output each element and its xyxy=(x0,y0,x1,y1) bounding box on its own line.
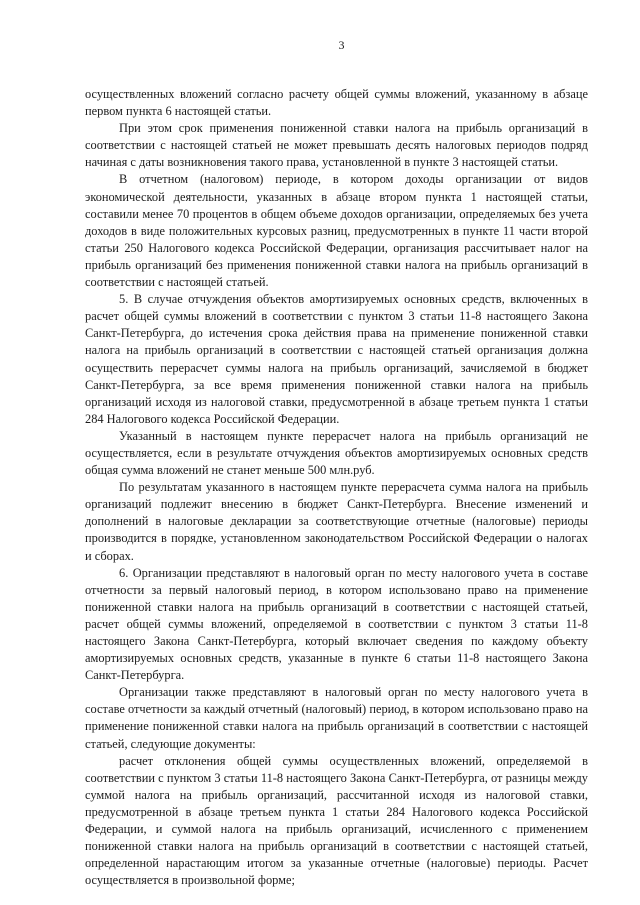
paragraph: Указанный в настоящем пункте перерасчет налога на прибыль организаций не осуществляется, если в результате отчуждения объектов амортизируемых основных средств общая сумма вложений не станет меньше 500 млн.руб. xyxy=(85,428,588,478)
document-body xyxy=(85,86,588,889)
paragraph: 5. В случае отчуждения объектов амортизируемых основных средств, включенных в расчет общей суммы вложений в соответствии с пунктом 3 статьи 11-8 настоящего Закона Санкт-Петербурга, до истечения срока действия права на применение пониженной ставки налога на прибыль организаций в соответствии с настоящей статьей организация должна осуществить перерасчет суммы налога на прибыль организаций, зачисляемой в бюджет Санкт-Петербурга, за все время применения пониженной ставки налога на прибыль организаций исходя из налоговой ставки, предусмотренной в абзаце третьем пункта 1 статьи 284 Налогового кодекса Российской Федерации. xyxy=(85,292,588,426)
paragraph: По результатам указанного в настоящем пункте перерасчета сумма налога на прибыль организаций подлежит внесению в бюджет Санкт-Петербурга. Внесение изменений и дополнений в налоговые декларации за соответствующие отчетные (налоговые) периоды производится в порядке, установленном законодательством Российской Федерации о налогах и сборах. xyxy=(85,480,588,563)
paragraph: В отчетном (налоговом) периоде, в котором доходы организации от видов экономической деятельности, указанных в абзаце втором пункта 1 настоящей статьи, составили менее 70 процентов в общем объеме доходов организации, определяемых без учета доходов в виде положительных курсовых разниц, предусмотренных в пункте 11 части второй статьи 250 Налогового кодекса Российской Федерации, организация рассчитывает налог на прибыль организаций без применения пониженной ставки налога на прибыль организаций в соответствии с настоящей статьей. xyxy=(85,172,588,290)
paragraph: 6. Организации представляют в налоговый орган по месту налогового учета в составе отчетности за первый налоговый период, в котором использовано право на применение пониженной ставки налога на прибыль организаций в соответствии с настоящей статьей, расчет общей суммы вложений, определяемой в соответствии с пунктом 3 статьи 11-8 настоящего Закона Санкт-Петербурга, который включает сведения по каждому объекту амортизируемых основных средств, указанные в пункте 6 статьи 11-8 настоящего Закона Санкт-Петербурга. xyxy=(85,565,588,683)
page-number: 3 xyxy=(338,38,345,52)
paragraph: При этом срок применения пониженной ставки налога на прибыль организаций в соответствии с настоящей статьей не может превышать десять налоговых периодов подряд начиная с даты возникновения такого права, установленной в пункте 3 настоящей статьи. xyxy=(85,121,588,170)
paragraph: осуществленных вложений согласно расчету общей суммы вложений, указанному в абзаце первом пункта 6 настоящей статьи. xyxy=(85,87,588,119)
paragraph: Организации также представляют в налоговый орган по месту налогового учета в составе отчетности за каждый отчетный (налоговый) период, в котором использовано право на применение пониженной ставки налога на прибыль организаций в соответствии с настоящей статьей, следующие документы: xyxy=(85,685,588,751)
paragraph: расчет отклонения общей суммы осуществленных вложений, определяемой в соответствии с пунктом 3 статьи 11-8 настоящего Закона Санкт-Петербурга, от разницы между суммой налога на прибыль организаций, рассчитанной исходя из налоговой ставки, предусмотренной в абзаце третьем пункта 1 статьи 284 Налогового кодекса Российской Федерации, и суммой налога на прибыль организаций, исчисленного с применением пониженной ставки налога на прибыль организаций в соответствии с настоящей статьей, определенной нарастающим итогом за указанные отчетные (налоговые) периоды. Расчет осуществляется в произвольной форме; xyxy=(85,753,588,888)
